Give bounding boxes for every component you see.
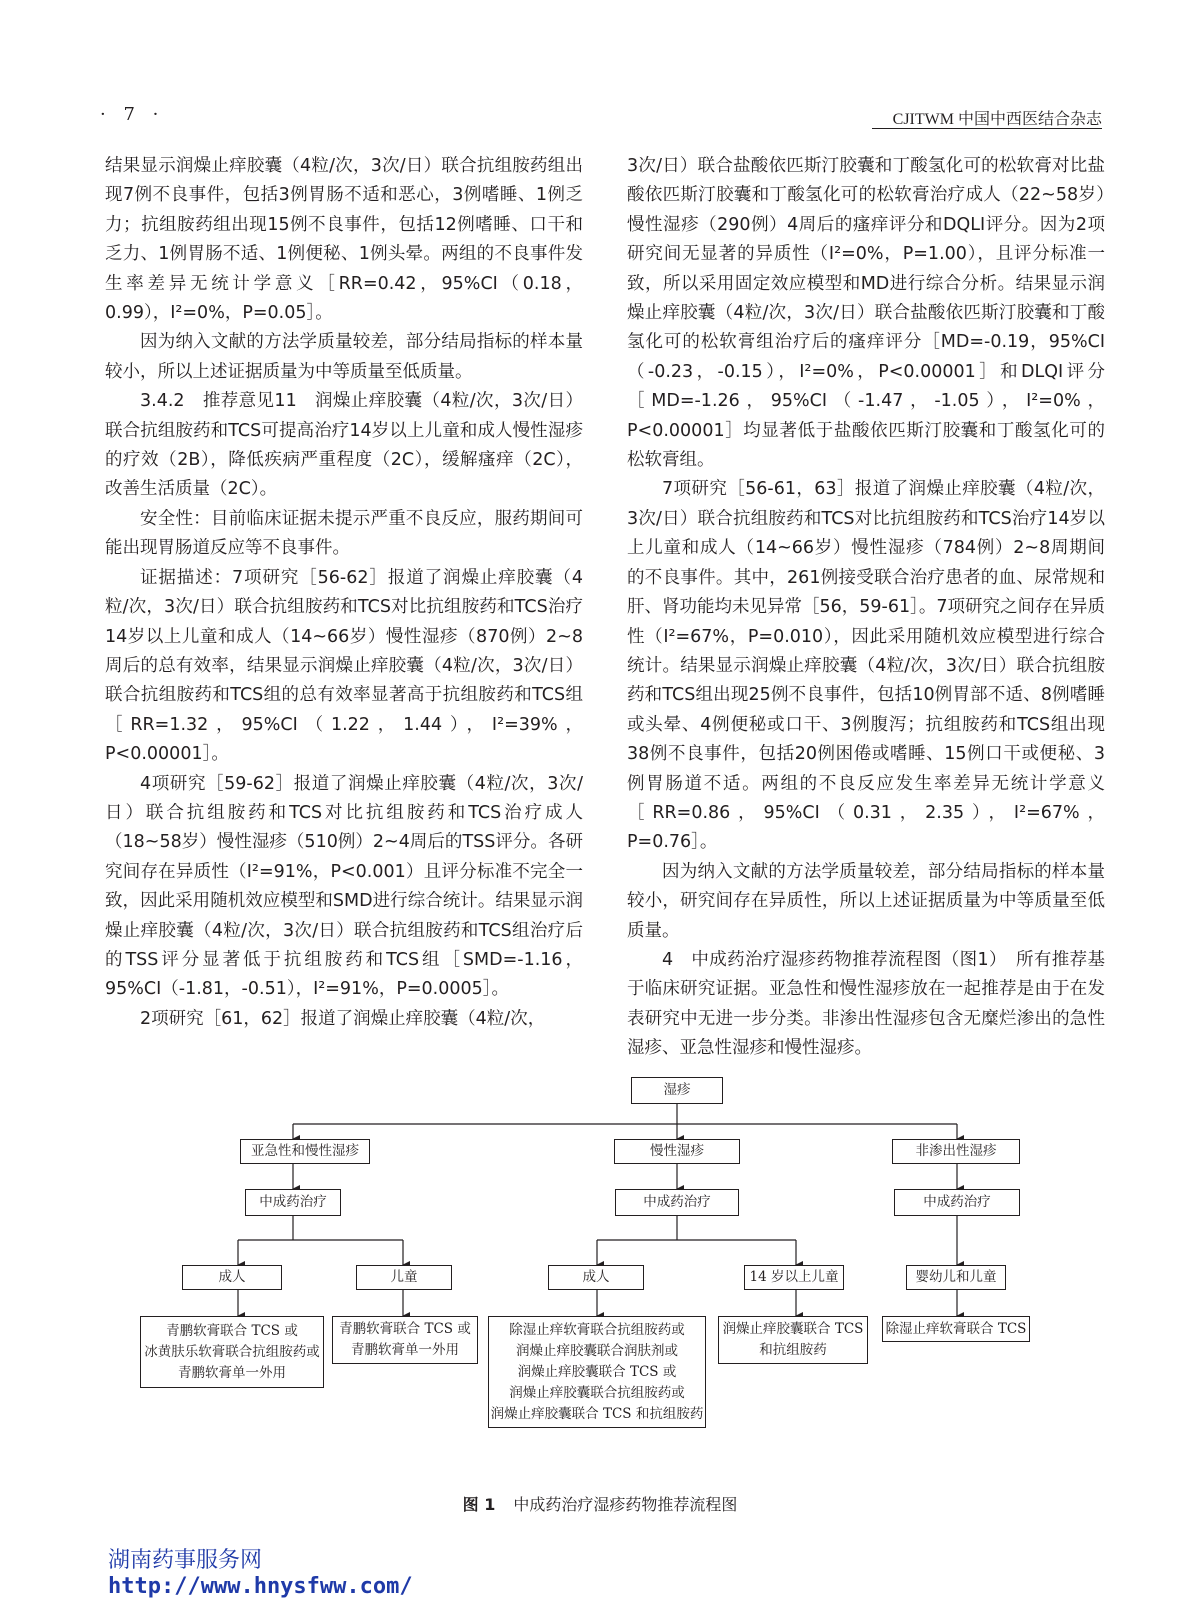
- paragraph: 3次/日）联合盐酸依匹斯汀胶囊和丁酸氢化可的松软膏对比盐酸依匹斯汀胶囊和丁酸氢化可的松软膏治疗成人（22~58岁）慢性湿疹（290例）4周后的瘙痒评分和DQLI评分。因为2项研究间无显著的异质性（I²=0%，P=1.00），且评分标准一致，所以采用固定效应模型和MD进行综合分析。结果显示润燥止痒胶囊（4粒/次，3次/日）联合盐酸依匹斯汀胶囊和丁酸氢化可的松软膏组治疗后的瘙痒评分［MD=-0.19，95%CI（-0.23，-0.15），I²=0%，P<0.00001］和DLQI评分［MD=-1.26，95%CI（-1.47，-1.05），I²=0%，P<0.00001］均显著低于盐酸依匹斯汀胶囊和丁酸氢化可的松软膏组。: [627, 156, 1105, 471]
- flow-node-treatment-middle: 中成药治疗: [615, 1189, 739, 1216]
- watermark-url[interactable]: http://www.hnysfww.com/: [108, 1574, 413, 1599]
- flow-node-adult-left: 成人: [182, 1265, 282, 1290]
- paragraph: 4项研究［59-62］报道了润燥止痒胶囊（4粒/次，3次/日）联合抗组胺药和TCS对比抗组胺药和TCS治疗成人（18~58岁）慢性湿疹（510例）2~4周后的TSS评分。各研究间存在异质性（I²=91%，P<0.001）且评分标准不完全一致，因此采用随机效应模型和SMD进行综合统计。结果显示润燥止痒胶囊（4粒/次，3次/日）联合抗组胺药和TCS组治疗后的TSS评分显著低于抗组胺药和TCS组［SMD=-1.16，95%CI（-1.81，-0.51），I²=91%，P=0.0005］。: [105, 773, 583, 1000]
- paragraph: 结果显示润燥止痒胶囊（4粒/次，3次/日）联合抗组胺药组出现7例不良事件，包括3例胃肠不适和恶心，3例嗜睡、1例乏力；抗组胺药组出现15例不良事件，包括12例嗜睡、口干和乏力、1例胃肠不适、1例便秘、1例头晕。两组的不良事件发生率差异无统计学意义［RR=0.42，95%CI（0.18，0.99），I²=0%，P=0.05］。: [105, 156, 583, 324]
- header-rule: [872, 128, 1102, 129]
- figure-caption: [0, 1492, 1200, 1515]
- flow-recommendation-adult-chronic: 除湿止痒软膏联合抗组胺药或 润燥止痒胶囊联合润肤剂或 润燥止痒胶囊联合 TCS 或 润燥止痒胶囊联合抗组胺药或 润燥止痒胶囊联合 TCS 和抗组胺药: [488, 1316, 706, 1428]
- paragraph: 4 中成药治疗湿疹药物推荐流程图（图1） 所有推荐基于临床研究证据。亚急性和慢性湿疹放在一起推荐是由于在发表研究中无进一步分类。非渗出性湿疹包含无糜烂渗出的急性湿疹、亚急性湿疹和慢性湿疹。: [627, 949, 1105, 1059]
- flow-node-adult-middle: 成人: [548, 1265, 644, 1290]
- flow-node-infant: 婴幼儿和儿童: [906, 1265, 1006, 1290]
- flow-node-chronic: 慢性湿疹: [614, 1139, 740, 1164]
- flow-node-over14: 14 岁以上儿童: [744, 1265, 844, 1290]
- paragraph: 证据描述：7项研究［56-62］报道了润燥止痒胶囊（4粒/次，3次/日）联合抗组胺药和TCS对比抗组胺药和TCS治疗14岁以上儿童和成人（14~66岁）慢性湿疹（870例）2~8周后的总有效率，结果显示润燥止痒胶囊（4粒/次，3次/日）联合抗组胺药和TCS组的总有效率显著高于抗组胺药和TCS组［RR=1.32，95%CI（1.22，1.44），I²=39%，P<0.00001］。: [105, 567, 583, 765]
- flow-recommendation-over14: 润燥止痒胶囊联合 TCS 和抗组胺药: [718, 1316, 868, 1364]
- paragraph: 因为纳入文献的方法学质量较差，部分结局指标的样本量较小，所以上述证据质量为中等质量至低质量。: [105, 332, 583, 382]
- paragraph: 安全性：目前临床证据未提示严重不良反应，服药期间可能出现胃肠道反应等不良事件。: [105, 508, 583, 559]
- paragraph: 3.4.2 推荐意见11 润燥止痒胶囊（4粒/次，3次/日）联合抗组胺药和TCS可提高治疗14岁以上儿童和成人慢性湿疹的疗效（2B），降低疾病严重程度（2C），缓解瘙痒（2C），改善生活质量（2C）。: [105, 391, 583, 500]
- flow-node-child: 儿童: [356, 1265, 452, 1290]
- paragraph: 2项研究［61，62］报道了润燥止痒胶囊（4粒/次，: [140, 1008, 546, 1029]
- journal-title: CJITWM 中国中西医结合杂志: [892, 111, 1102, 128]
- figure-title: 中成药治疗湿疹药物推荐流程图: [513, 1495, 738, 1514]
- figure-label: 图 1: [462, 1495, 496, 1514]
- flow-node-subacute-chronic: 亚急性和慢性湿疹: [240, 1139, 370, 1164]
- watermark: [108, 1548, 413, 1600]
- left-column: [105, 152, 583, 1034]
- flow-node-treatment-right: 中成药治疗: [894, 1189, 1020, 1216]
- paragraph: 7项研究［56-61，63］报道了润燥止痒胶囊（4粒/次，3次/日）联合抗组胺药和TCS对比抗组胺药和TCS治疗14岁以上儿童和成人（14~66岁）慢性湿疹（784例）2~8周期间的不良事件。其中，261例接受联合治疗患者的血、尿常规和肝、肾功能均未见异常［56，59-61］。7项研究之间存在异质性（I²=67%，P=0.010），因此采用随机效应模型进行综合统计。结果显示润燥止痒胶囊（4粒/次，3次/日）联合抗组胺药和TCS组出现25例不良事件，包括10例胃部不适、8例嗜睡或头晕、4例便秘或口干、3例腹泻；抗组胺药和TCS组出现38例不良事件，包括20例困倦或嗜睡、15例口干或便秘、3例胃肠道不适。两组的不良反应发生率差异无统计学意义［RR=0.86，95%CI（0.31，2.35），I²=67%，P=0.76］。: [627, 479, 1106, 853]
- flow-recommendation-adult-subacute: 青鹏软膏联合 TCS 或 冰黄肤乐软膏联合抗组胺药或 青鹏软膏单一外用: [140, 1316, 324, 1388]
- flow-node-root: 湿疹: [631, 1077, 723, 1104]
- page-number: · 7 ·: [100, 104, 165, 125]
- right-column: [627, 152, 1105, 1064]
- flow-recommendation-infant: 除湿止痒软膏联合 TCS: [882, 1316, 1030, 1342]
- flow-recommendation-child: 青鹏软膏联合 TCS 或 青鹏软膏单一外用: [332, 1316, 478, 1364]
- flow-node-non-exudative: 非渗出性湿疹: [892, 1139, 1020, 1164]
- watermark-site-name: 湖南药事服务网: [108, 1548, 263, 1573]
- paragraph: 因为纳入文献的方法学质量较差，部分结局指标的样本量较小，研究间存在异质性，所以上述证据质量为中等质量至低质量。: [627, 861, 1105, 941]
- flow-node-treatment-left: 中成药治疗: [245, 1189, 341, 1216]
